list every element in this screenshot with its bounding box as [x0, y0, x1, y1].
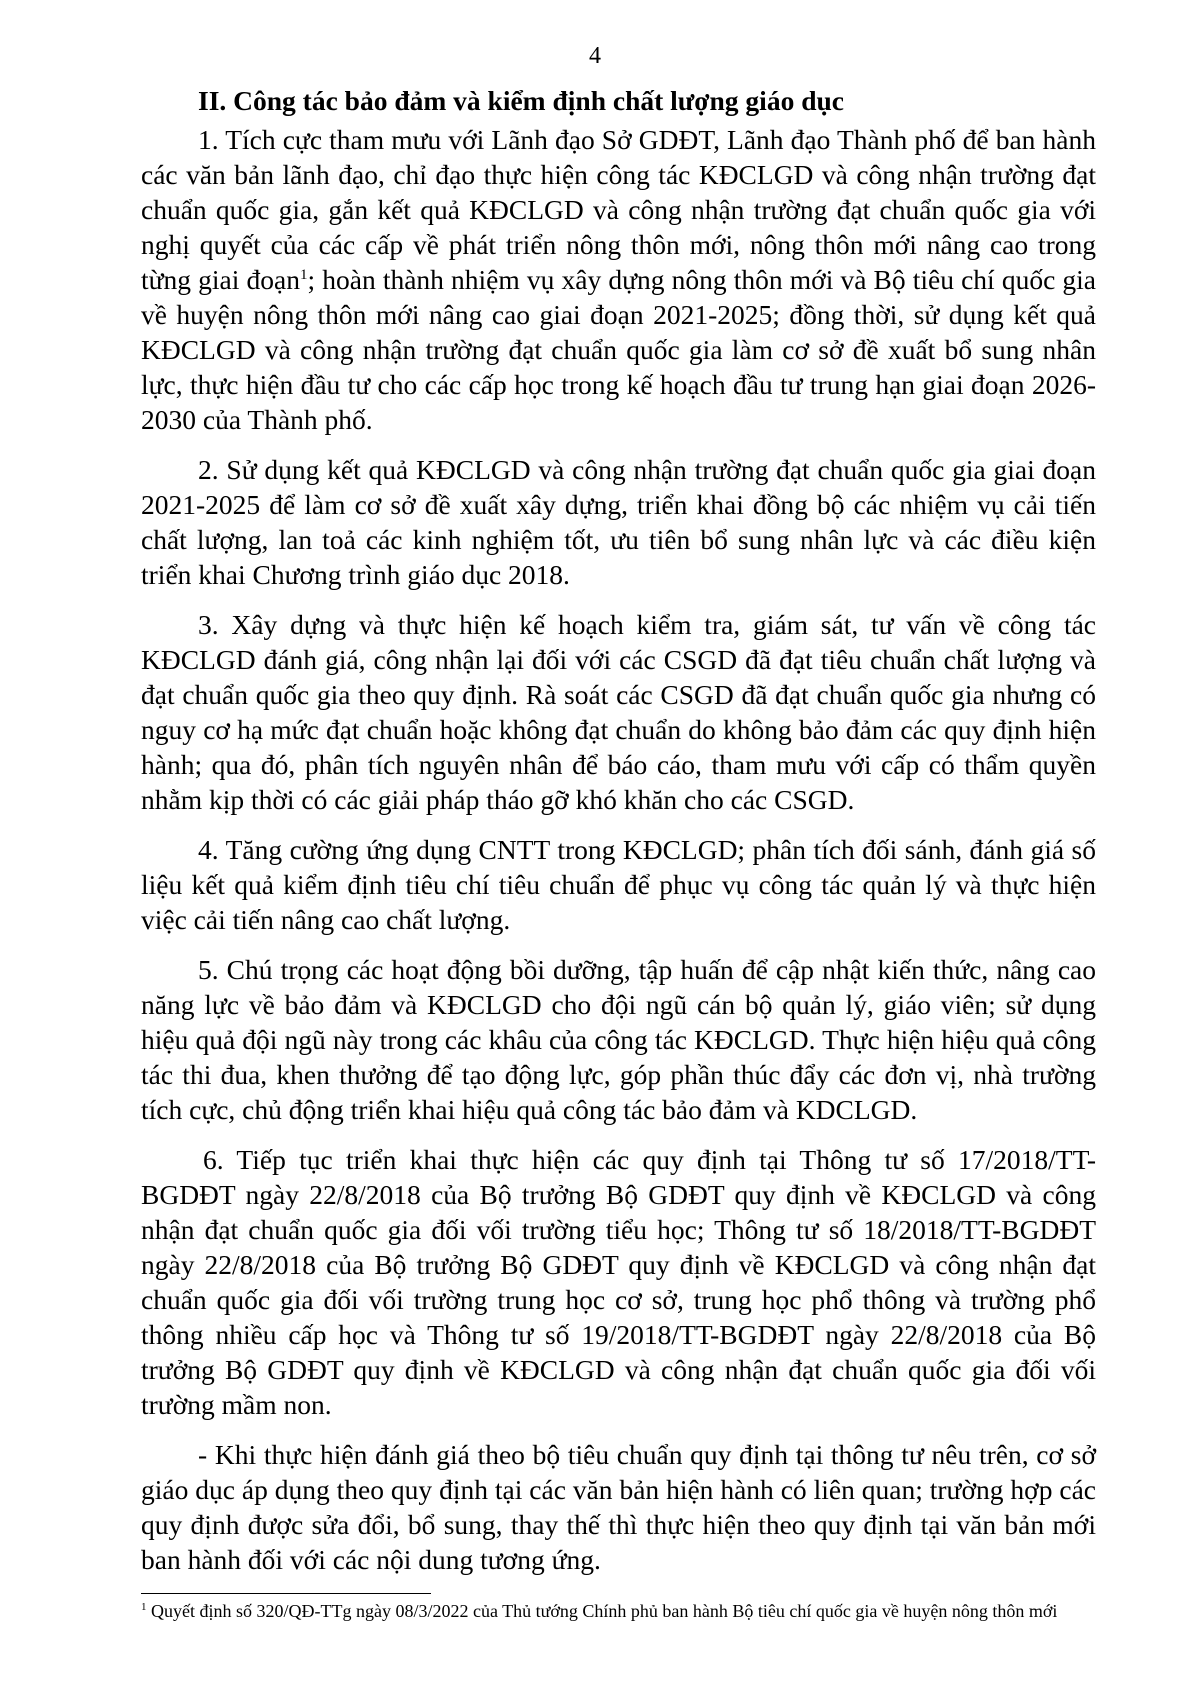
paragraph-6: 6. Tiếp tục triển khai thực hiện các quy định tại Thông tư số 17/2018/TT-BGDĐT ngày 22/8/2018 của Bộ trưởng Bộ GDĐT quy định về KĐCLGD và công nhận đạt chuẩn quốc gia đối vối trường tiểu học; Thông tư số 18/2018/TT-BGDĐT ngày 22/8/2018 của Bộ trưởng Bộ GDĐT quy định về KĐCLGD và công nhận đạt chuẩn quốc gia đối vối trường trung học cơ sở, trung học phổ thông và trường phổ thông nhiều cấp học và Thông tư số 19/2018/TT-BGDĐT ngày 22/8/2018 của Bộ trưởng Bộ GDĐT quy định về KĐCLGD và công nhận đạt chuẩn quốc gia đối vối trường mầm non.	[141, 1144, 1096, 1420]
page-number: 4	[589, 43, 601, 69]
page-body	[141, 84, 1096, 1592]
footnote	[141, 1600, 1096, 1623]
section-heading: II. Công tác bảo đảm và kiểm định chất lượng giáo dục	[198, 85, 844, 116]
paragraph-7: - Khi thực hiện đánh giá theo bộ tiêu chuẩn quy định tại thông tư nêu trên, cơ sở giáo dục áp dụng theo quy định tại các văn bản hiện hành có liên quan; trường hợp các quy định được sửa đổi, bổ sung, thay thế thì thực hiện theo quy định tại văn bản mới ban hành đối với các nội dung tương ứng.	[141, 1439, 1096, 1575]
footnote-text: Quyết định số 320/QĐ-TTg ngày 08/3/2022 của Thủ tướng Chính phủ ban hành Bộ tiêu chí quốc gia về huyện nông thôn mới	[146, 1601, 1058, 1621]
footnote-reference[interactable]: 1	[299, 267, 308, 283]
paragraph-1-text-start: 1. Tích cực tham mưu với Lãnh đạo Sở GDĐT, Lãnh đạo Thành phố để ban hành các văn bản lãnh đạo, chỉ đạo thực hiện công tác KĐCLGD và công nhận trường đạt chuẩn quốc gia, gắn kết quả KĐCLGD và công nhận trường đạt chuẩn quốc gia với nghị quyết của các cấp về phát triển nông thôn mới, nông thôn mới nâng cao trong từng giai đoạn	[141, 124, 1096, 295]
paragraph-5: 5. Chú trọng các hoạt động bồi dưỡng, tập huấn để cập nhật kiến thức, nâng cao năng lực về bảo đảm và KĐCLGD cho đội ngũ cán bộ quản lý, giáo viên; sử dụng hiệu quả đội ngũ này trong các khâu của công tác KĐCLGD. Thực hiện hiệu quả công tác thi đua, khen thưởng để tạo động lực, góp phần thúc đẩy các đơn vị, nhà trường tích cực, chủ động triển khai hiệu quả công tác bảo đảm và KDCLGD.	[141, 954, 1096, 1125]
paragraph-4: 4. Tăng cường ứng dụng CNTT trong KĐCLGD; phân tích đối sánh, đánh giá số liệu kết quả kiểm định tiêu chí tiêu chuẩn để phục vụ công tác quản lý và thực hiện việc cải tiến nâng cao chất lượng.	[141, 834, 1096, 935]
paragraph-2: 2. Sử dụng kết quả KĐCLGD và công nhận trường đạt chuẩn quốc gia giai đoạn 2021-2025 để làm cơ sở đề xuất xây dựng, triển khai đồng bộ các nhiệm vụ cải tiến chất lượng, lan toả các kinh nghiệm tốt, ưu tiên bổ sung nhân lực và các điều kiện triển khai Chương trình giáo dục 2018.	[141, 454, 1096, 590]
footnote-separator	[141, 1593, 431, 1594]
paragraph-1-text-end: ; hoàn thành nhiệm vụ xây dựng nông thôn mới và Bộ tiêu chí quốc gia về huyện nông thôn mới nâng cao giai đoạn 2021-2025; đồng thời, sử dụng kết quả KĐCLGD và công nhận trường đạt chuẩn quốc gia làm cơ sở đề xuất bổ sung nhân lực, thực hiện đầu tư cho các cấp học trong kế hoạch đầu tư trung hạn giai đoạn 2026-2030 của Thành phố.	[141, 264, 1096, 435]
paragraph-1	[141, 122, 1096, 437]
footnote-marker: 1	[141, 1601, 147, 1613]
paragraph-3: 3. Xây dựng và thực hiện kế hoạch kiểm tra, giám sát, tư vấn về công tác KĐCLGD đánh giá, công nhận lại đối với các CSGD đã đạt tiêu chuẩn chất lượng và đạt chuẩn quốc gia theo quy định. Rà soát các CSGD đã đạt chuẩn quốc gia nhưng có nguy cơ hạ mức đạt chuẩn hoặc không đạt chuẩn do không bảo đảm các quy định hiện hành; qua đó, phân tích nguyên nhân để báo cáo, tham mưu với cấp có thẩm quyền nhằm kịp thời có các giải pháp tháo gỡ khó khăn cho các CSGD.	[141, 609, 1096, 815]
